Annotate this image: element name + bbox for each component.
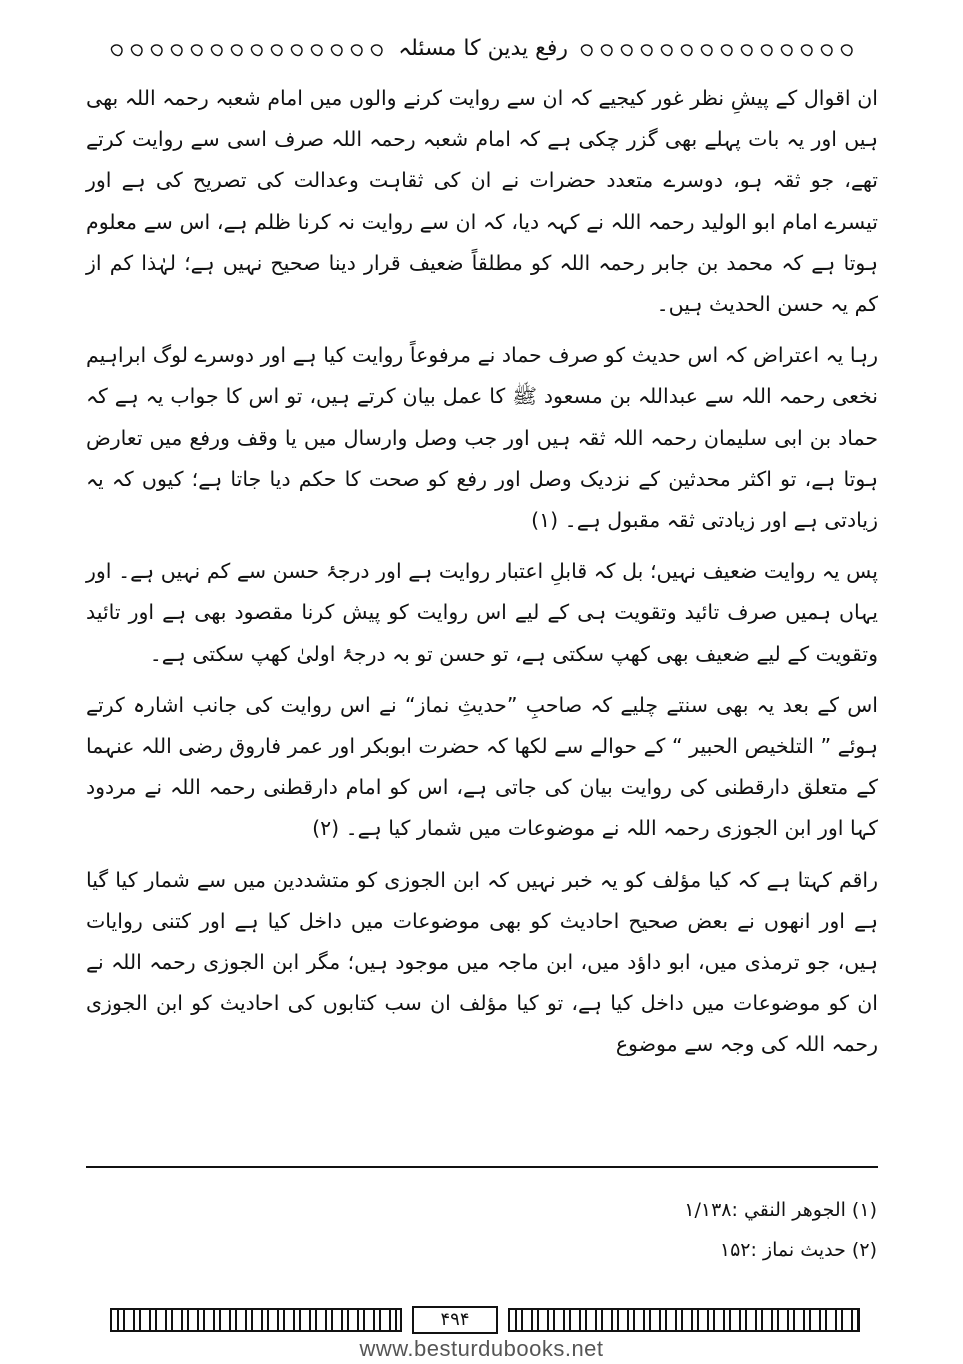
footnote-2: (۲) حدیث نماز :۱۵۲ [719, 1239, 877, 1261]
body-text [86, 78, 878, 1066]
page-header [108, 36, 868, 70]
paragraph-1: ان اقوال کے پیشِ نظر غور کیجیے کہ ان سے روایت کرنے والوں میں امام شعبہ رحمہ اللہ بھی ہیں اور یہ بات پہلے بھی گزر چکی ہے کہ امام شعبہ رحمہ اللہ صرف اسی سے روایت کرتے تھے، جو ثقہ ہو، دوسرے متعدد حضرات نے ان کی ثقاہت وعدالت کی تصریح کی ہے اور تیسرے امام ابو الولید رحمہ اللہ نے کہہ دیا، کہ ان سے روایت نہ کرنا ظلم ہے، اس سے معلوم ہوتا ہے کہ محمد بن جابر رحمہ اللہ کو مطلقاً ضعیف قرار دینا صحیح نہیں ہے؛ لہٰذا کم از کم یہ حسن الحدیث ہیں۔ [86, 86, 878, 317]
website-watermark: www.besturdubooks.net [359, 1336, 604, 1361]
running-title: رفع یدین کا مسئلہ [398, 36, 568, 61]
paragraph-3: پس یہ روایت ضعیف نہیں؛ بل کہ قابلِ اعتبار روایت ہے اور درجۂ حسن سے کم نہیں ہے۔ اور یہاں ہمیں صرف تائید وتقویت ہی کے لیے اس روایت کو پیش کرنا مقصود بھی ہے اور تائید وتقویت کے لیے ضعیف بھی کھپ سکتی ہے، تو حسن تو بہ درجۂ اولیٰ کھپ سکتی ہے۔ [86, 559, 878, 666]
footnote-1: (۱) الجوهر النقي :۱/۱۳۸ [684, 1199, 877, 1221]
page-number: ۴۹۴ [412, 1306, 498, 1334]
header-ornament-right [578, 42, 868, 62]
footer-ornament-left [110, 1308, 402, 1332]
paragraph-5: راقم کہتا ہے کہ کیا مؤلف کو یہ خبر نہیں کہ ابن الجوزی کو متشددین میں سے شمار کیا گیا ہے اور انھوں نے بعض صحیح احادیث کو بھی موضوعات میں داخل کیا ہے اور کتنی روایات ہیں، جو ترمذی میں، ابو داؤد میں، ابن ماجہ میں موجود ہیں؛ مگر ابن الجوزی رحمہ اللہ نے ان کو موضوعات میں داخل کیا ہے، تو کیا مؤلف ان سب کتابوں کی احادیث کو ابن الجوزی رحمہ اللہ کی وجہ سے موضوع [86, 867, 878, 1057]
footnote-divider [86, 1166, 878, 1168]
paragraph-4: اس کے بعد یہ بھی سنتے چلیے کہ صاحبِ ”حدیثِ نماز“ نے اس روایت کی جانب اشارہ کرتے ہوئے ” التلخیص الحبیر “ کے حوالے سے لکھا کہ حضرت ابوبکر اور عمر فاروق رضی اللہ عنہما کے متعلق دارقطنی کی روایت بیان کی جاتی ہے، اس کو امام دارقطنی رحمہ اللہ نے مردود کہا اور ابن الجوزی رحمہ اللہ نے موضوعات میں شمار کیا ہے۔ (۲) [86, 692, 878, 841]
page-footer [110, 1306, 860, 1336]
footnotes [277, 1190, 877, 1270]
paragraph-2: رہا یہ اعتراض کہ اس حدیث کو صرف حماد نے مرفوعاً روایت کیا ہے اور دوسرے لوگ ابراہیم نخعی رحمہ اللہ سے عبداللہ بن مسعود ﷺ کا عمل بیان کرتے ہیں، تو اس کا جواب یہ ہے کہ حماد بن ابی سلیمان رحمہ اللہ ثقہ ہیں اور جب وصل وارسال میں یا وقف ورفع میں تعارض ہوتا ہے، تو اکثر محدثین کے نزدیک وصل اور رفع کو صحت کا حکم دیا جاتا ہے؛ کیوں کہ یہ زیادتی ہے اور زیادتی ثقہ مقبول ہے۔ (۱) [86, 343, 878, 533]
header-ornament-left [108, 42, 398, 62]
footer-ornament-right [508, 1308, 860, 1332]
